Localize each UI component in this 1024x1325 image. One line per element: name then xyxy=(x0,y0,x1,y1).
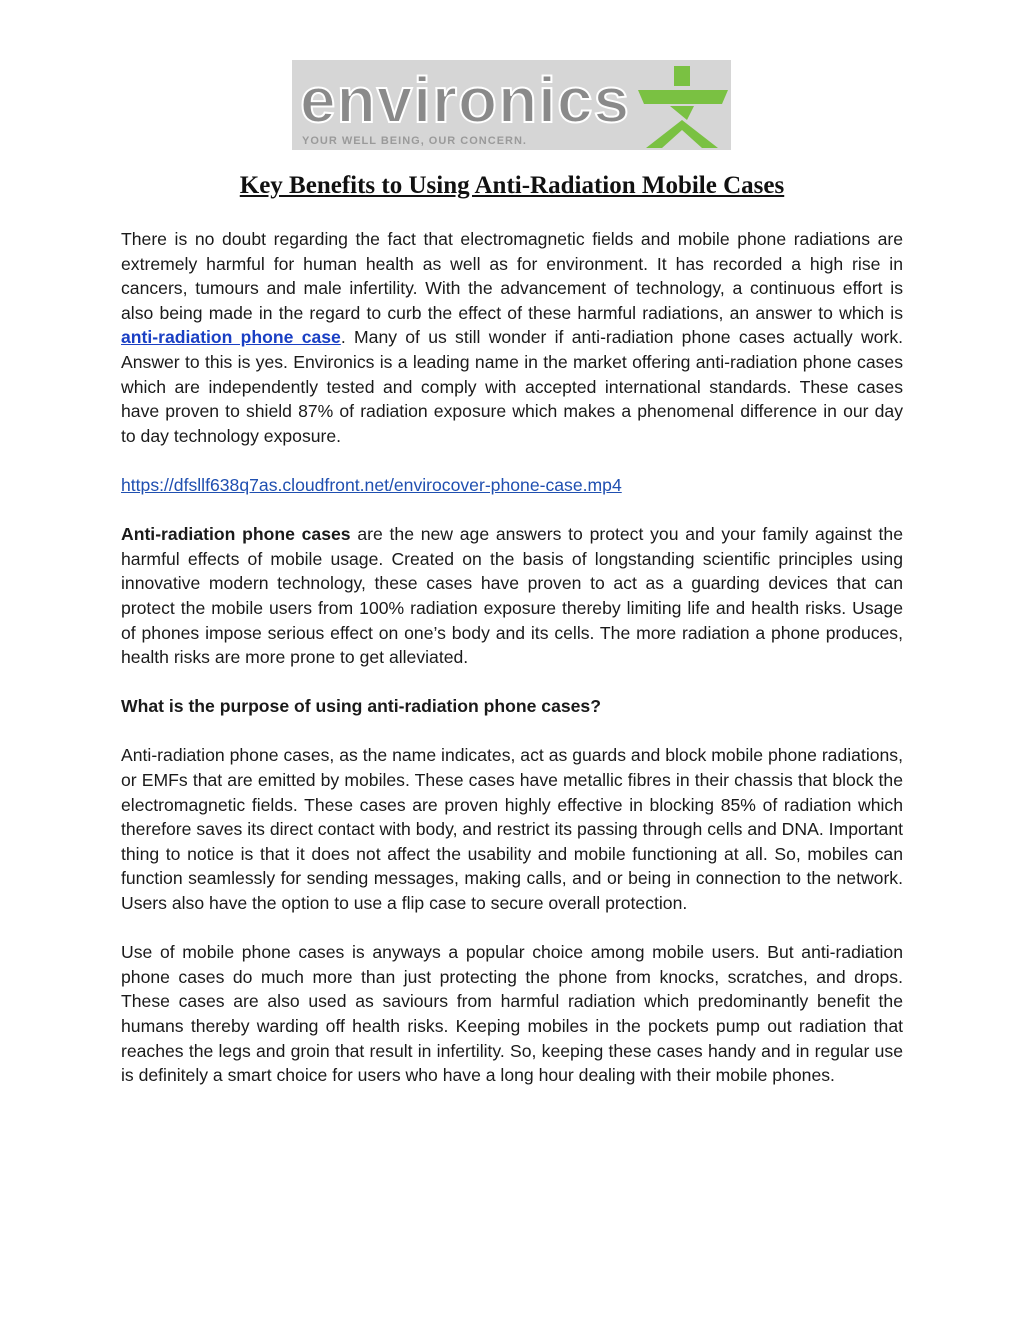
article-body xyxy=(121,227,903,1112)
logo-graphic xyxy=(292,60,731,150)
anti-radiation-phone-case-link[interactable]: anti-radiation phone case xyxy=(121,327,341,348)
purpose-paragraph: Anti-radiation phone cases, as the name indicates, act as guards and block mobile phone radiations, or EMFs that are emitted by mobiles. These cases have metallic fibres in their chassis that block the electromagnetic fields. These cases are proven highly effective in blocking 85% of radiation which therefore saves its direct contact with body, and restrict its passing through cells and DNA. Important thing to notice is that it does not affect the usability and mobile functioning at all. So, mobiles can function seamlessly for sending messages, making calls, and or being in connection to the network. Users also have the option to use a flip case to secure overall protection. xyxy=(121,745,903,914)
logo-person-icon xyxy=(638,66,728,148)
cases-text: are the new age answers to protect you and your family against the harmful effects of mobile usage. Created on the basis of longstanding scientific principles using innovative modern technology, these cases have proven to act as a guarding devices that can protect the mobile users from 100% radiation exposure thereby limiting life and health risks. Usage of phones impose serious effect on one’s body and its cells. The more radiation a phone produces, health risks are more prone to get alleviated. xyxy=(121,524,903,668)
logo-wordmark: environics xyxy=(300,64,631,136)
cases-bold-lead: Anti-radiation phone cases xyxy=(121,524,351,545)
intro-text-after-link: . Many of us still wonder if anti-radiation phone cases actually work. Answer to this is yes. Environics is a leading name in the market offering anti-radiation phone cases which are independently tested and comply with accepted international standards. These cases have proven to shield 87% of radiation exposure which makes a phenomenal difference in our day to day technology exposure. xyxy=(121,327,903,446)
video-url-link[interactable]: https://dfsllf638q7as.cloudfront.net/envirocover-phone-case.mp4 xyxy=(121,474,622,495)
cases-paragraph xyxy=(121,522,903,670)
intro-text-before-link: There is no doubt regarding the fact that electromagnetic fields and mobile phone radiations are extremely harmful for human health as well as for environment. It has recorded a high rise in cancers, tumours and male infertility. With the advancement of technology, a continuous effort is also being made in the regard to curb the effect of these harmful radiations, an answer to which is xyxy=(121,229,903,323)
usage-paragraph: Use of mobile phone cases is anyways a popular choice among mobile users. But anti-radiation phone cases do much more than just protecting the phone from knocks, scratches, and drops. These cases are also used as saviours from harmful radiation which predominantly benefit the humans thereby warding off health risks. Keeping mobiles in the pockets pump out radiation that reaches the legs and groin that result in infertility. So, keeping these cases handy and in regular use is definitely a smart choice for users who have a long hour dealing with their mobile phones. xyxy=(121,942,903,1086)
section-heading: What is the purpose of using anti-radiation phone cases? xyxy=(121,696,601,717)
logo-tagline: YOUR WELL BEING, OUR CONCERN. xyxy=(302,135,527,147)
environics-logo xyxy=(292,60,731,150)
page-title: Key Benefits to Using Anti-Radiation Mobile Cases xyxy=(239,172,785,199)
video-url-paragraph xyxy=(121,473,903,498)
intro-paragraph xyxy=(121,227,903,448)
